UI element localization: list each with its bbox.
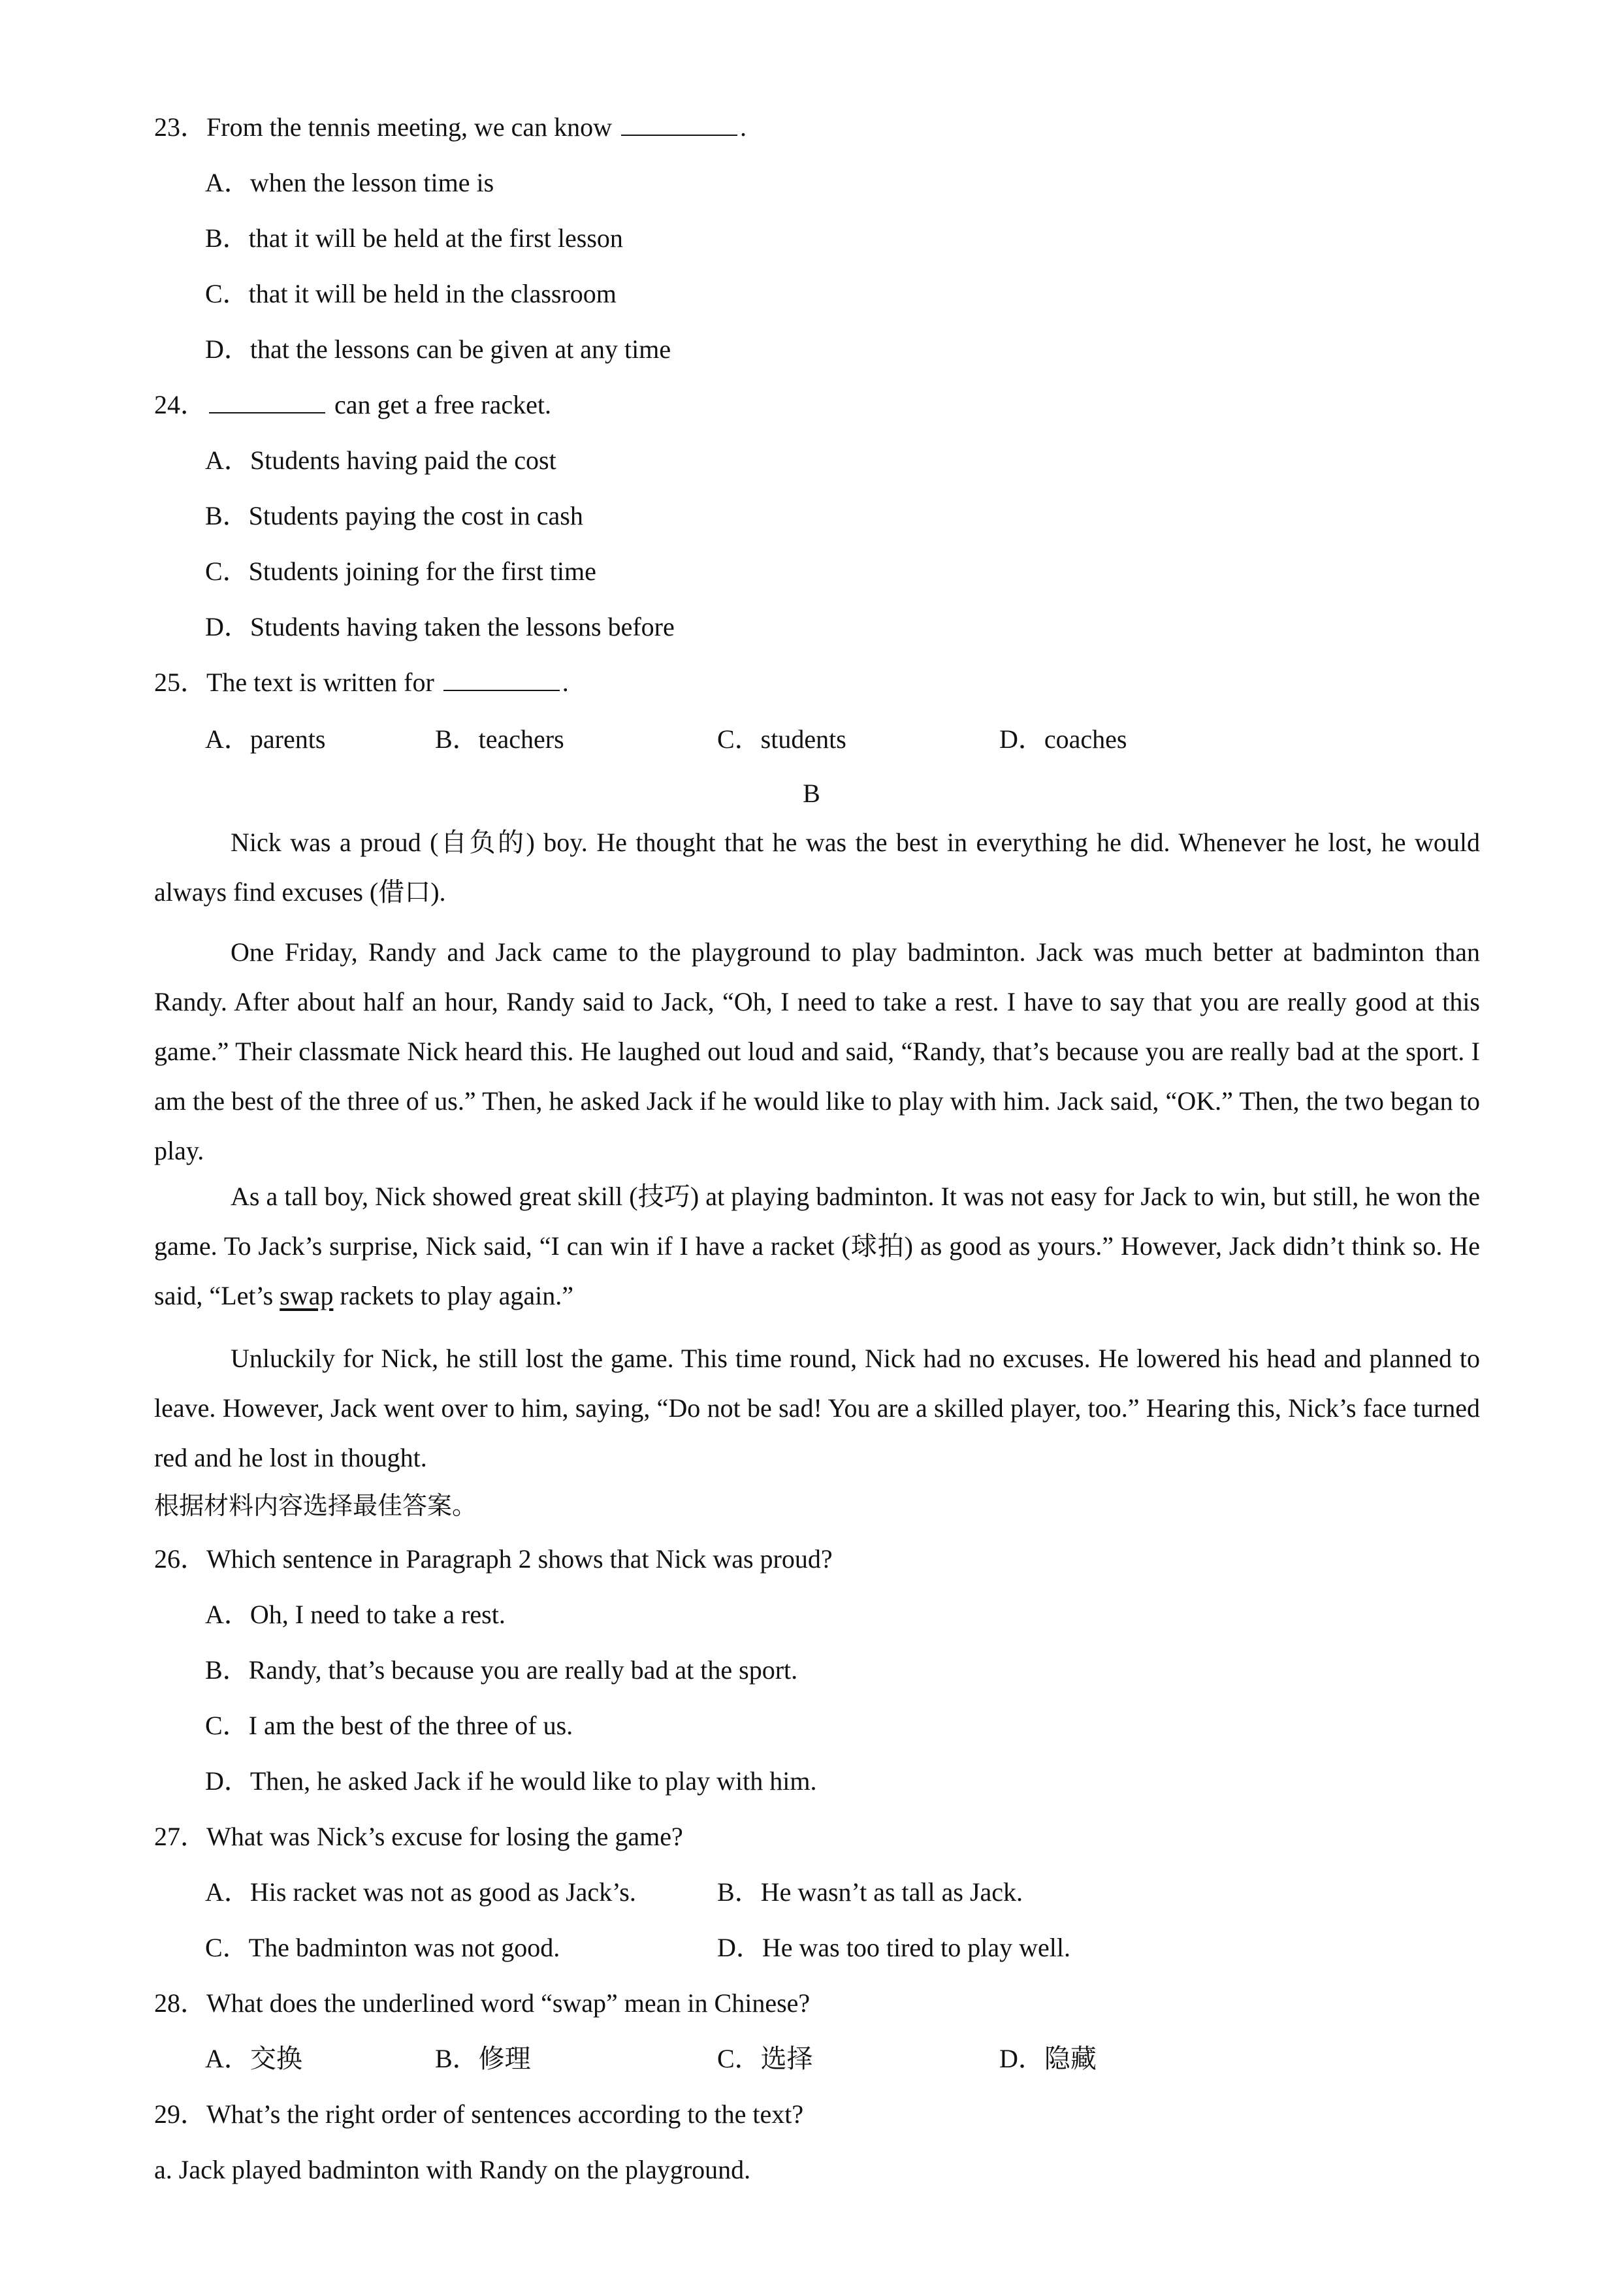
paragraph-3-text-start: As a tall boy, Nick showed great skill (技巧) at playing badminton. It was not easy for Jack to win, but still, he won the game. To Jack’s surprise, Nick said, “I can win if I have a racket (球拍) as good as yours.” However, Jack didn’t think so. He said, “Let’s [154, 1182, 1480, 1310]
question-24-stem [154, 389, 551, 421]
q23-option-b: B．that it will be held at the first lesson [205, 223, 623, 253]
q23-option-a: A．when the lesson time is [205, 168, 494, 197]
q25-option-c: C．students [717, 724, 846, 754]
question-28-stem: 28．What does the underlined word “swap” mean in Chinese? [154, 1988, 811, 2018]
question-25-text: 25．The text is written for [154, 668, 434, 697]
q26-option-c: C．I am the best of the three of us. [205, 1711, 573, 1740]
q28-option-b: B．修理 [435, 2044, 531, 2073]
q27-option-b: B．He wasn’t as tall as Jack. [717, 1877, 1023, 1907]
q27-option-d: D．He was too tired to play well. [717, 1933, 1070, 1962]
q28-option-c: C．选择 [717, 2044, 813, 2073]
question-23-stem [154, 111, 747, 144]
q23-option-d: D．that the lessons can be given at any time [205, 334, 671, 364]
question-25-stem [154, 666, 569, 699]
q28-option-d: D．隐藏 [999, 2044, 1097, 2073]
answer-blank [621, 112, 737, 136]
q25-option-b: B．teachers [435, 724, 564, 754]
q25-option-d: D．coaches [999, 724, 1127, 754]
question-27-stem: 27．What was Nick’s excuse for losing the game? [154, 1822, 683, 1851]
passage-paragraph-4: Unluckily for Nick, he still lost the game. This time round, Nick had no excuses. He lowered his head and planned to leave. However, Jack went over to him, saying, “Do not be sad! You are a skilled player, too.” Hearing this, Nick’s face turned red and he lost in thought. [154, 1344, 1480, 1472]
question-29-stem: 29．What’s the right order of sentences according to the text? [154, 2099, 804, 2129]
underlined-word-swap: swap [280, 1281, 334, 1310]
paragraph-3-text-end: rackets to play again.” [333, 1281, 574, 1310]
section-heading-b: B [803, 779, 820, 808]
q24-option-c: C．Students joining for the first time [205, 557, 596, 586]
question-23-end: . [739, 112, 747, 142]
q24-option-b: B．Students paying the cost in cash [205, 501, 583, 530]
question-26-stem: 26．Which sentence in Paragraph 2 shows that Nick was proud? [154, 1544, 833, 1574]
q24-option-d: D．Students having taken the lessons before [205, 612, 675, 641]
q28-option-a: A．交换 [205, 2044, 302, 2073]
passage-paragraph-3 [154, 1172, 1480, 1321]
question-24-text: can get a free racket. [334, 390, 551, 419]
passage-paragraph-2: One Friday, Randy and Jack came to the playground to play badminton. Jack was much better at badminton than Randy. After about half an hour, Randy said to Jack, “Oh, I need to take a rest. I have to say that you are really good at this game.” Their classmate Nick heard this. He laughed out loud and said, “Randy, that’s because you are really bad at the sport. I am the best of the three of us.” Then, he asked Jack if he would like to play with him. Jack said, “OK.” Then, the two began to play. [154, 937, 1480, 1165]
passage-paragraph-1: Nick was a proud (自负的) boy. He thought that he was the best in everything he did. Whenever he lost, he would always find excuses (借口). [154, 828, 1480, 907]
instruction-text: 根据材料内容选择最佳答案。 [154, 1491, 477, 1520]
q27-option-c: C．The badminton was not good. [205, 1933, 560, 1962]
q26-option-b: B．Randy, that’s because you are really bad at the sport. [205, 1655, 798, 1685]
q23-option-c: C．that it will be held in the classroom [205, 279, 617, 308]
question-23-text: 23．From the tennis meeting, we can know [154, 112, 612, 142]
q27-option-a: A．His racket was not as good as Jack’s. [205, 1877, 636, 1907]
answer-blank [443, 668, 560, 691]
q24-option-a: A．Students having paid the cost [205, 445, 556, 475]
q25-option-a: A．parents [205, 724, 326, 754]
question-24-number: 24． [154, 390, 206, 419]
q26-option-d: D．Then, he asked Jack if he would like to play with him. [205, 1766, 817, 1796]
answer-blank [209, 390, 325, 413]
question-25-end: . [562, 668, 569, 697]
q29-item-a: a. Jack played badminton with Randy on the playground. [154, 2155, 751, 2184]
q26-option-a: A．Oh, I need to take a rest. [205, 1600, 506, 1629]
